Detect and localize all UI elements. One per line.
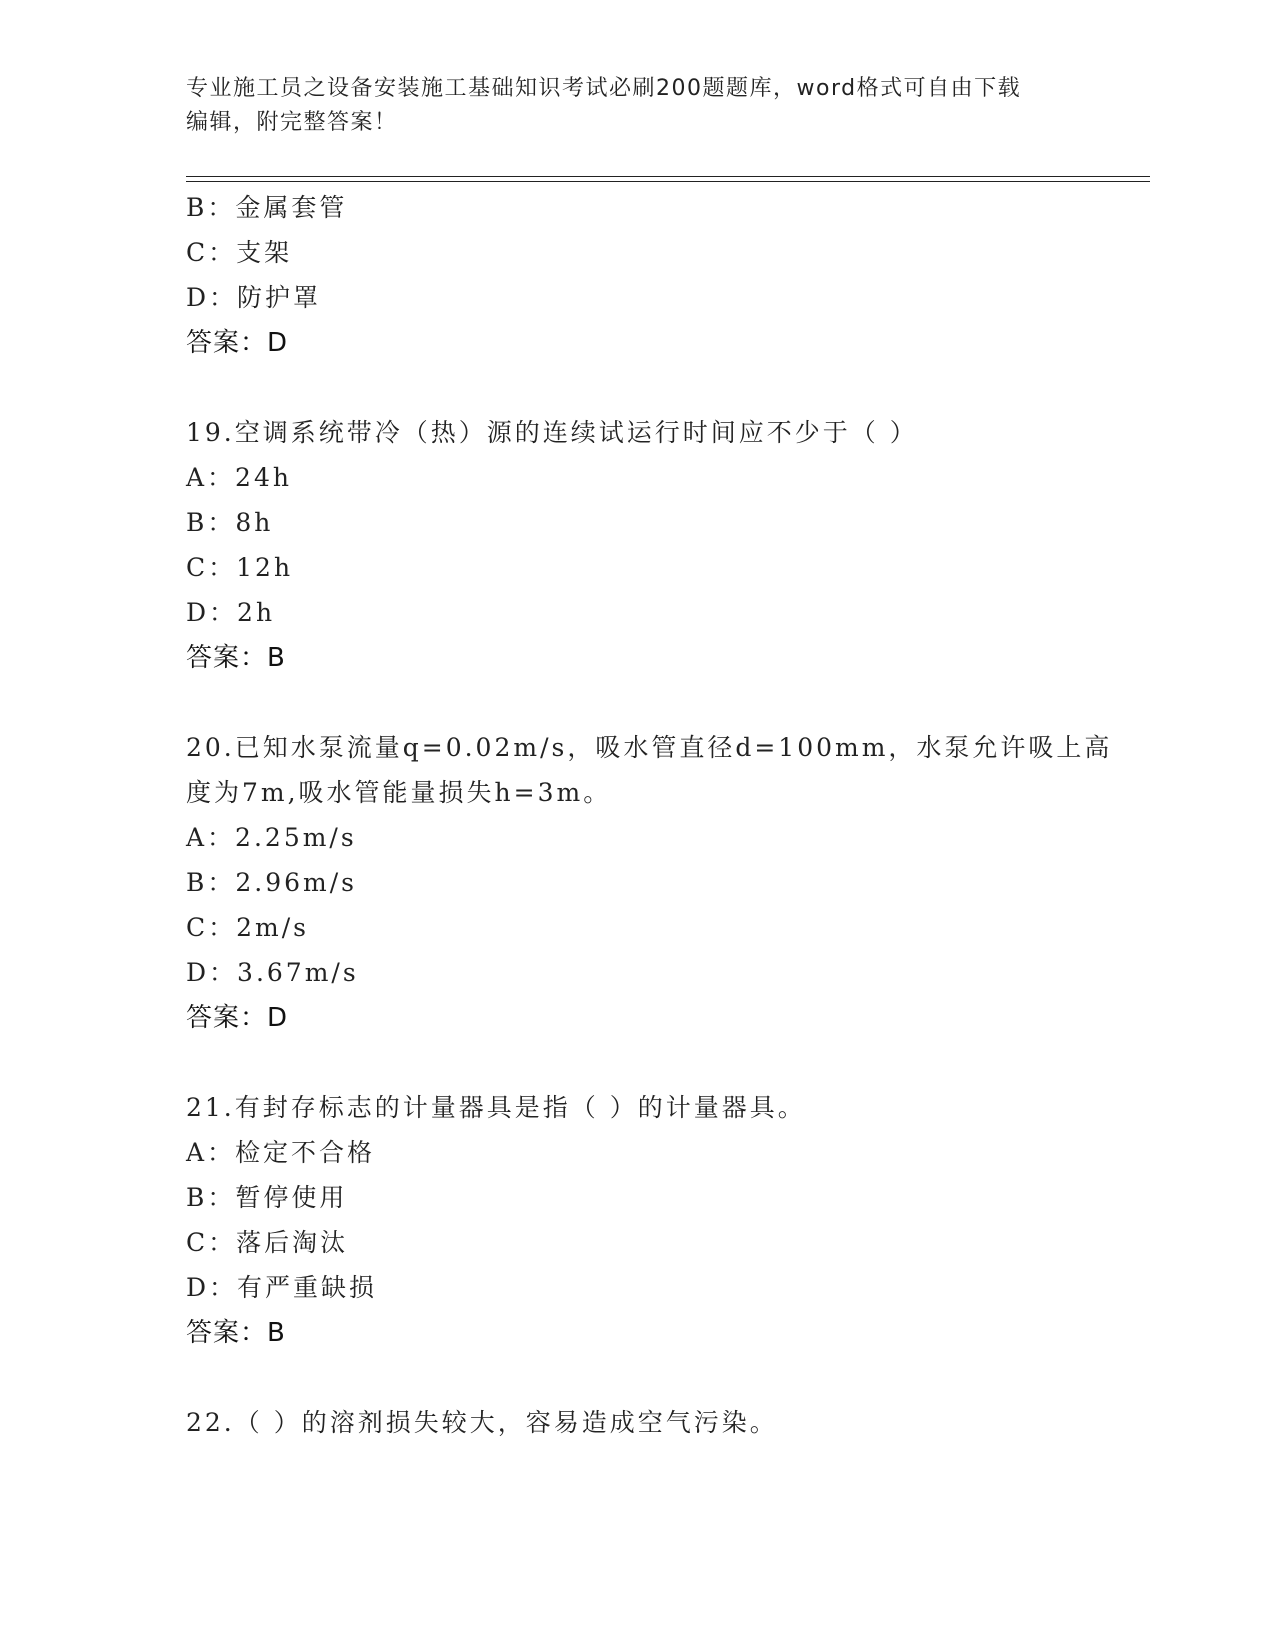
header-divider-top (186, 176, 1150, 177)
q20-question-line-2: 度为7m,吸水管能量损失h=3m。 (186, 778, 612, 807)
q20-option-d: D：3.67m/s (186, 958, 359, 987)
q19-answer: 答案：B (186, 643, 286, 673)
q21-option-b: B：暂停使用 (186, 1183, 348, 1212)
header-title-line-2: 编辑，附完整答案！ (186, 110, 398, 135)
q21-question: 21.有封存标志的计量器具是指（ ）的计量器具。 (186, 1093, 806, 1122)
q19-option-b: B：8h (186, 508, 274, 537)
q19-option-a: A：24h (186, 463, 292, 492)
header-title-line-1: 专业施工员之设备安装施工基础知识考试必刷200题题库，word格式可自由下载 (186, 76, 1022, 101)
q18-option-d: D：防护罩 (186, 283, 322, 312)
q21-option-d: D：有严重缺损 (186, 1273, 378, 1302)
q20-answer: 答案：D (186, 1003, 289, 1033)
q18-option-c: C：支架 (186, 238, 293, 267)
q21-answer: 答案：B (186, 1318, 286, 1348)
q20-option-a: A：2.25m/s (186, 823, 357, 852)
q21-option-a: A：检定不合格 (186, 1138, 376, 1167)
q18-option-b: B：金属套管 (186, 193, 348, 222)
q19-question: 19.空调系统带冷（热）源的连续试运行时间应不少于（ ） (186, 418, 918, 447)
q21-option-c: C：落后淘汰 (186, 1228, 349, 1257)
q19-option-d: D：2h (186, 598, 276, 627)
q20-option-c: C：2m/s (186, 913, 309, 942)
header-divider-bottom (186, 181, 1150, 182)
q22-question: 22.（ ）的溶剂损失较大，容易造成空气污染。 (186, 1408, 778, 1437)
q20-question-line-1: 20.已知水泵流量q=0.02m/s，吸水管直径d=100mm，水泵允许吸上高 (186, 733, 1113, 762)
q19-option-c: C：12h (186, 553, 294, 582)
document-header (186, 72, 1066, 140)
q20-option-b: B：2.96m/s (186, 868, 357, 897)
q18-answer: 答案：D (186, 328, 289, 358)
